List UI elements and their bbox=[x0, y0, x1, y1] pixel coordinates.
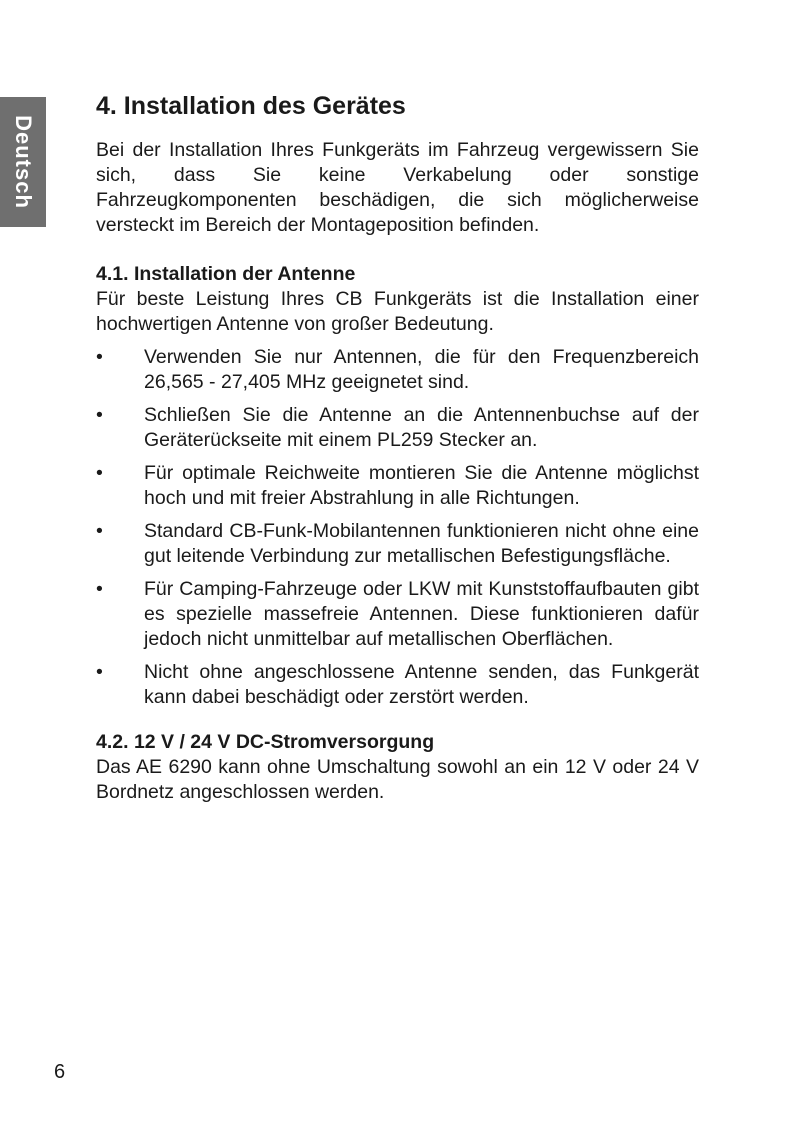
bullet-marker: • bbox=[96, 346, 103, 368]
list-item bbox=[96, 345, 699, 395]
bullet-marker: • bbox=[96, 520, 103, 542]
bullet-marker: • bbox=[96, 404, 103, 426]
section-text-antenna: Für beste Leistung Ihres CB Funkgeräts ist die Installation einer hochwertigen Antenne von großer Bedeutung. bbox=[96, 288, 699, 335]
list-item bbox=[96, 461, 699, 511]
power-supply-section bbox=[96, 730, 699, 805]
page-title: 4. Installation des Gerätes bbox=[96, 92, 406, 120]
bullet-marker: • bbox=[96, 578, 103, 600]
list-item-text: Für Camping-Fahrzeuge oder LKW mit Kunststoffaufbauten gibt es spezielle massefreie Antennen. Diese funktionieren dafür jedoch nicht unmittelbar auf metallischen Oberflächen. bbox=[144, 578, 699, 650]
list-item-text: Schließen Sie die Antenne an die Antennenbuchse auf der Geräterückseite mit einem PL259 Stecker an. bbox=[144, 404, 699, 451]
list-item bbox=[96, 519, 699, 569]
language-tab bbox=[0, 97, 46, 227]
list-item-text: Nicht ohne angeschlossene Antenne senden, das Funkgerät kann dabei beschädigt oder zerstört werden. bbox=[144, 661, 699, 708]
language-tab-label: Deutsch bbox=[11, 115, 36, 209]
bullet-marker: • bbox=[96, 661, 103, 683]
list-item-text: Verwenden Sie nur Antennen, die für den Frequenzbereich 26,565 - 27,405 MHz geeignetet sind. bbox=[144, 346, 699, 393]
section-title-antenna: 4.1. Installation der Antenne bbox=[96, 263, 356, 285]
page-content bbox=[96, 90, 699, 805]
page-number: 6 bbox=[54, 1061, 66, 1083]
list-item-text: Für optimale Reichweite montieren Sie die Antenne möglichst hoch und mit freier Abstrahlung in alle Richtungen. bbox=[144, 462, 699, 509]
bullet-marker: • bbox=[96, 462, 103, 484]
antenna-bullet-list bbox=[96, 345, 699, 710]
section-title-power: 4.2. 12 V / 24 V DC-Stromversorgung bbox=[96, 731, 435, 753]
list-item bbox=[96, 403, 699, 453]
list-item bbox=[96, 660, 699, 710]
list-item bbox=[96, 577, 699, 652]
list-item-text: Standard CB-Funk-Mobilantennen funktionieren nicht ohne eine gut leitende Verbindung zur metallischen Befestigungsfläche. bbox=[144, 520, 699, 567]
section-text-power: Das AE 6290 kann ohne Umschaltung sowohl an ein 12 V oder 24 V Bordnetz angeschlossen werden. bbox=[96, 756, 699, 803]
intro-paragraph: Bei der Installation Ihres Funkgeräts im Fahrzeug vergewissern Sie sich, dass Sie keine Verkabelung oder sonstige Fahrzeugkomponenten beschädigen, die sich möglicherweise versteckt im Bereich der Montageposition befinden. bbox=[96, 139, 699, 236]
